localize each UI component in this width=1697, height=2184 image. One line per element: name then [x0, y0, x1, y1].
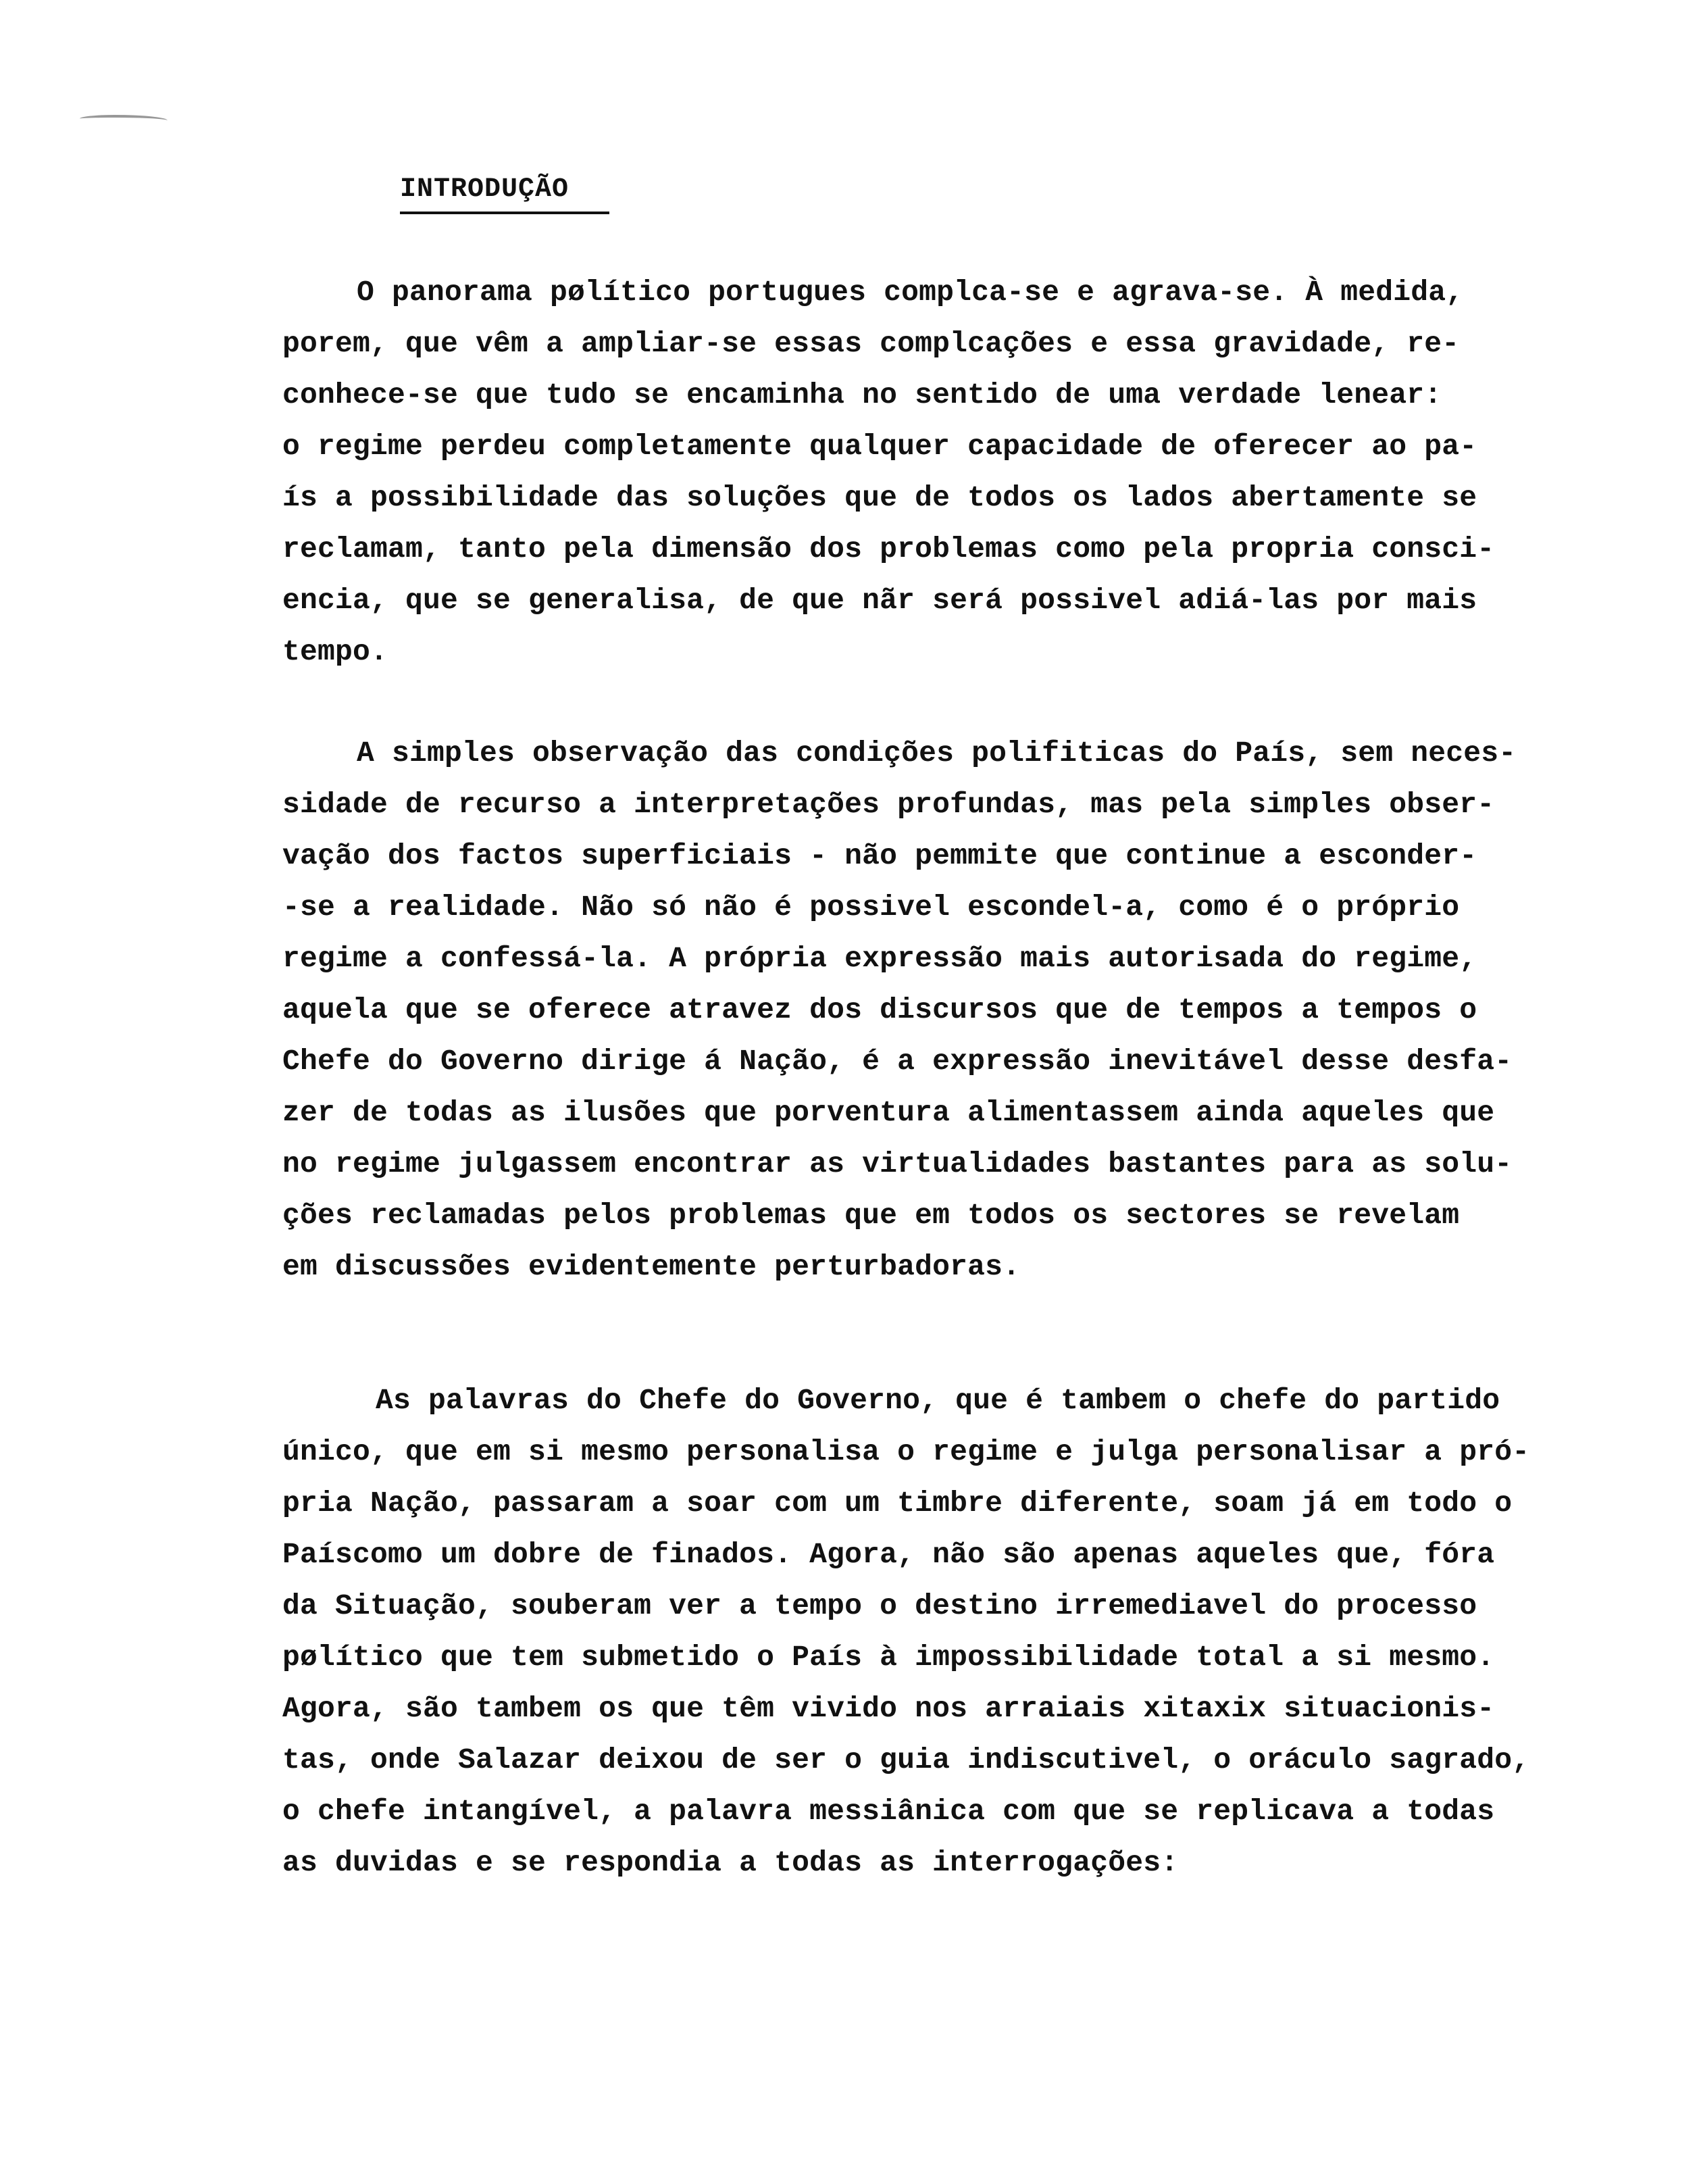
paragraph-2-line-8: zer de todas as ilusões que porventura alimentassem ainda aqueles que [282, 1096, 1495, 1129]
paragraph-2-line-5: regime a confessá-la. A própria expressão mais autorisada do regime, [282, 942, 1477, 975]
paragraph-3-line-8: tas, onde Salazar deixou de ser o guia indiscutivel, o oráculo sagrado, [282, 1743, 1530, 1777]
paragraph-2-line-6: aquela que se oferece atravez dos discursos que de tempos a tempos o [282, 993, 1477, 1026]
paragraph-3-line-1: As palavras do Chefe do Governo, que é tambem o chefe do partido [376, 1384, 1500, 1417]
paragraph-2-line-3: vação dos factos superficiais - não pemmite que continue a esconder- [282, 839, 1477, 872]
paragraph-2-line-9: no regime julgassem encontrar as virtualidades bastantes para as solu- [282, 1147, 1513, 1181]
paragraph-2-line-2: sidade de recurso a interpretações profundas, mas pela simples obser- [282, 788, 1495, 821]
paragraph-3-line-9: o chefe intangível, a palavra messiânica com que se replicava a todas [282, 1795, 1495, 1828]
paragraph-3-line-4: Paíscomo um dobre de finados. Agora, não são apenas aqueles que, fóra [282, 1538, 1495, 1571]
paragraph-1-line-1: O panorama pølítico portugues complca-se e agrava-se. À medida, [357, 276, 1464, 309]
paragraph-2-line-10: ções reclamadas pelos problemas que em todos os sectores se revelam [282, 1199, 1460, 1232]
document-title: INTRODUÇÃO [400, 174, 609, 214]
paragraph-3-line-5: da Situação, souberam ver a tempo o destino irremediavel do processo [282, 1589, 1477, 1622]
paragraph-3-line-2: único, que em si mesmo personalisa o regime e julga personalisar a pró- [282, 1435, 1530, 1468]
paragraph-1-line-7: encia, que se generalisa, de que nãr será possivel adiá-las por mais [282, 584, 1477, 617]
paragraph-1-line-8: tempo. [282, 635, 388, 668]
paragraph-1-line-3: conhece-se que tudo se encaminha no sentido de uma verdade lenear: [282, 378, 1442, 412]
paragraph-1-line-5: ís a possibilidade das soluções que de todos os lados abertamente se [282, 481, 1477, 514]
paragraph-3-line-3: pria Nação, passaram a soar com um timbre diferente, soam já em todo o [282, 1487, 1513, 1520]
paragraph-1-line-4: o regime perdeu completamente qualquer capacidade de oferecer ao pa- [282, 430, 1477, 463]
paragraph-2-line-4: -se a realidade. Não só não é possivel escondel-a, como é o próprio [282, 891, 1460, 924]
paragraph-3-line-10: as duvidas e se respondia a todas as interrogações: [282, 1846, 1179, 1879]
paragraph-2-line-1: A simples observação das condições polifiticas do País, sem neces- [357, 737, 1517, 770]
paragraph-3-line-7: Agora, são tambem os que têm vivido nos arraiais xitaxix situacionis- [282, 1692, 1495, 1725]
paragraph-3-line-6: pølítico que tem submetido o País à impossibilidade total a si mesmo. [282, 1641, 1495, 1674]
paragraph-2-line-11: em discussões evidentemente perturbadoras. [282, 1250, 1021, 1283]
paragraph-2-line-7: Chefe do Governo dirige á Nação, é a expressão inevitável desse desfa- [282, 1045, 1513, 1078]
margin-pen-mark [80, 115, 168, 124]
paragraph-1-line-6: reclamam, tanto pela dimensão dos problemas como pela propria consci- [282, 532, 1495, 566]
paragraph-1-line-2: porem, que vêm a ampliar-se essas complcações e essa gravidade, re- [282, 327, 1460, 360]
